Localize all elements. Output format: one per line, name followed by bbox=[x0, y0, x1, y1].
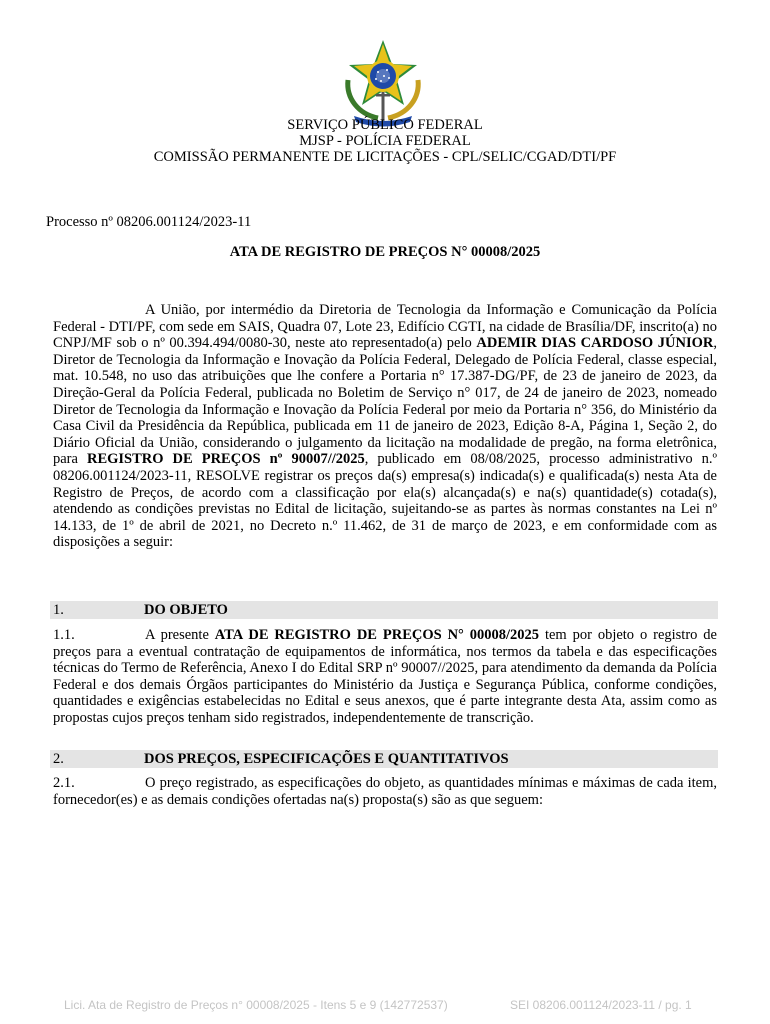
header-line-2: MJSP - POLÍCIA FEDERAL bbox=[299, 133, 471, 149]
representative-name: ADEMIR DIAS CARDOSO JÚNIOR bbox=[476, 335, 714, 352]
clause-2-1-text: O preço registrado, as especificações do objeto, as quantidades mínimas e máximas de cada item, fornecedor(es) e as demais condições ofertadas na(s) proposta(s) são as que seguem: bbox=[53, 775, 717, 808]
section-1-number: 1. bbox=[53, 602, 64, 618]
section-1-heading bbox=[50, 601, 718, 619]
clause-1-1-text: tem por objeto o registro de preços para a eventual contratação de equipamentos de informática, nos termos da tabela e das especificações técnicas do Termo de Referência, Anexo I do Edital SRP nº 90007//2025, para atendimento da demanda da Polícia Federal e dos demais Órgãos participantes do Ministério da Justiça e Segurança Pública, conforme condições, quantidades e exigências estabelecidas no Edital e seus anexos, que é parte integrante desta Ata, assim como as propostas cujos preços tenham sido registrados, independentemente de transcrição. bbox=[53, 627, 717, 726]
section-2-heading bbox=[50, 750, 718, 768]
clause-1-1-bold: ATA DE REGISTRO DE PREÇOS N° 00008/2025 bbox=[214, 627, 540, 643]
coat-of-arms-emblem bbox=[334, 36, 432, 128]
clause-2-1 bbox=[53, 775, 717, 808]
section-2-title: DOS PREÇOS, ESPECIFICAÇÕES E QUANTITATIVOS bbox=[144, 751, 509, 767]
preamble-text-3: , publicado em 08/08/2025, processo administrativo n.º 08206.001124/2023-11, RESOLVE registrar os preços da(s) empresa(s) indicada(s) e qualificada(s) nesta Ata de Registro de Preços, de acordo com a classificação por ela(s) alcançada(s) e na(s) quantidade(s) cotada(s), atendendo as condições previstas no Edital de licitação, sujeitando-se as partes às normas constantes na Lei nº 14.133, de 1º de abril de 2021, no Decreto n.º 11.462, de 31 de março de 2023, e em conformidade com as disposições a seguir: bbox=[53, 451, 717, 551]
section-2-number: 2. bbox=[53, 751, 64, 767]
process-number: Processo nº 08206.001124/2023-11 bbox=[46, 214, 252, 230]
clause-2-1-number: 2.1. bbox=[53, 775, 75, 791]
preamble-text-2: , Diretor de Tecnologia da Informação e Inovação da Polícia Federal, Delegado de Polícia Federal, classe especial, mat. 10.548, no uso das atribuições que lhe confere a Portaria n° 17.387-DG/PF, de 23 de janeiro de 2023, da Direção-Geral da Polícia Federal, publicada no Boletim de Serviço n° 017, de 24 de janeiro de 2023, nomeado Diretor de Tecnologia da Informação e Inovação da Polícia Federal por meio da Portaria n° 356, do Ministério da Casa Civil da Presidência da República, publicada em 11 de janeiro de 2023, Edição 8-A, Página 1, Seção 2, do Diário Oficial da União, considerando o julgamento da licitação na modalidade de pregão, na forma eletrônica, para bbox=[53, 335, 717, 468]
section-1-title: DO OBJETO bbox=[144, 602, 228, 618]
clause-1-1 bbox=[53, 627, 717, 727]
footer-document-reference: Lici. Ata de Registro de Preços n° 00008/2025 - Itens 5 e 9 (142772537) bbox=[64, 998, 448, 1012]
clause-1-1-number: 1.1. bbox=[53, 627, 75, 643]
footer-page-reference: SEI 08206.001124/2023-11 / pg. 1 bbox=[510, 998, 692, 1012]
document-title: ATA DE REGISTRO DE PREÇOS N° 00008/2025 bbox=[229, 244, 541, 260]
registro-reference: REGISTRO DE PREÇOS nº 90007//2025 bbox=[86, 451, 365, 468]
preamble-text-1: A União, por intermédio da Diretoria de Tecnologia da Informação e Comunicação da Polícia Federal - DTI/PF, com sede em SAIS, Quadra 07, Lote 23, Edifício CGTI, na cidade de Brasília/DF, inscrito(a) no CNPJ/MF sob o nº 00.394.494/0080-30, neste ato representado(a) pelo bbox=[53, 302, 717, 352]
header-line-3: COMISSÃO PERMANENTE DE LICITAÇÕES - CPL/SELIC/CGAD/DTI/PF bbox=[153, 149, 617, 165]
clause-1-1-pre: A presente bbox=[145, 627, 215, 643]
document-header bbox=[0, 117, 770, 165]
preamble-paragraph bbox=[53, 302, 717, 551]
header-line-1: SERVIÇO PÚBLICO FEDERAL bbox=[287, 117, 483, 133]
